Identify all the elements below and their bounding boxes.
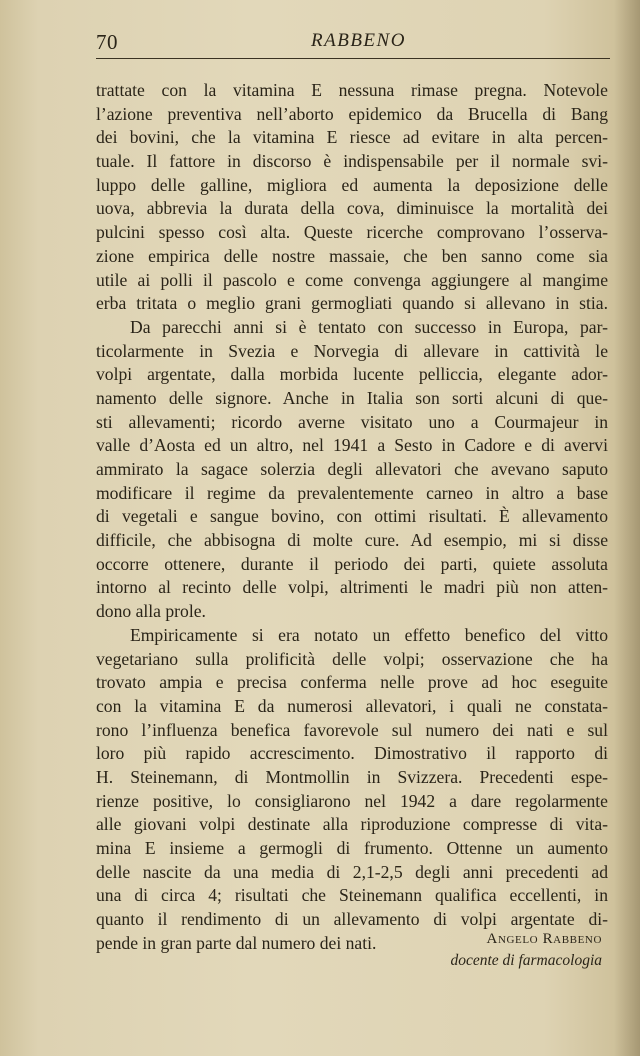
text-line: loro più rapido accrescimento. Dimostrativo il rapporto di bbox=[96, 743, 608, 764]
text-line: rono l’influenza benefica favorevole sul numero dei nati e sul bbox=[96, 719, 608, 740]
text-line: pulcini spesso così alta. Queste ricerche comprovano l’osserva- bbox=[96, 222, 608, 243]
text-line: trattate con la vitamina E nessuna rimase pregna. Notevole bbox=[96, 80, 608, 100]
text-line: valle d’Aosta ed un altro, nel 1941 a Sesto in Cadore e di avervi bbox=[96, 435, 608, 456]
body-text bbox=[96, 79, 608, 955]
text-line: ticolarmente in Svezia e Norvegia di allevare in cattività le bbox=[96, 340, 608, 361]
paragraph-start-line: Empiricamente si era notato un effetto benefico del vitto bbox=[130, 624, 608, 645]
text-line: mina E insieme a germogli di frumento. Ottenne un aumento bbox=[96, 838, 608, 858]
author-signature bbox=[382, 928, 602, 972]
header-rule bbox=[96, 58, 610, 59]
text-line: modificare il regime da prevalentemente carneo in altro a base bbox=[96, 482, 608, 503]
text-line: uova, abbrevia la durata della cova, diminuisce la mortalità dei bbox=[96, 198, 608, 219]
page-edge-shadow bbox=[614, 0, 640, 1056]
text-line: utile ai polli il pascolo e come convenga aggiungere al mangime bbox=[96, 269, 608, 290]
page-header bbox=[96, 30, 610, 58]
paragraph-end-line: pende in gran parte dal numero dei nati. bbox=[96, 932, 377, 953]
text-line: ammirato la sagace solerzia degli allevatori che avevano saputo bbox=[96, 459, 608, 479]
author-name: Angelo Rabbeno bbox=[486, 931, 602, 947]
text-line: H. Steinemann, di Montmollin in Svizzera. Precedenti espe- bbox=[96, 766, 608, 787]
text-line: una di circa 4; risultati che Steinemann qualifica eccellenti, in bbox=[96, 885, 608, 906]
text-line: tuale. Il fattore in discorso è indispensabile per il normale svi- bbox=[96, 151, 608, 172]
text-line: con la vitamina E da numerosi allevatori, i quali ne constata- bbox=[96, 695, 608, 716]
text-line: zione empirica delle nostre massaie, che ben sanno come sia bbox=[96, 245, 608, 266]
author-role: docente di farmacologia bbox=[450, 952, 602, 969]
text-line: sti allevamenti; ricordo averne visitato uno a Courmajeur in bbox=[96, 411, 608, 432]
text-line: volpi argentate, dalla morbida lucente pelliccia, elegante ador- bbox=[96, 364, 608, 385]
text-line: alle giovani volpi destinate alla riproduzione compresse di vita- bbox=[96, 814, 608, 835]
text-line: rienze positive, lo consigliarono nel 1942 a dare regolarmente bbox=[96, 790, 608, 811]
text-line: difficile, che abbisogna di molte cure. Ad esempio, mi si disse bbox=[96, 530, 608, 551]
text-line: dei bovini, che la vitamina E riesce ad evitare in alta percen- bbox=[96, 127, 608, 148]
text-line: occorre ottenere, durante il periodo dei parti, quiete assoluta bbox=[96, 553, 608, 574]
paragraph-start-line: Da parecchi anni si è tentato con successo in Europa, par- bbox=[130, 316, 608, 337]
text-line: l’azione preventiva nell’aborto epidemico da Brucella di Bang bbox=[96, 103, 608, 124]
text-line: di vegetali e sangue bovino, con ottimi risultati. È allevamento bbox=[96, 506, 608, 527]
running-title: RABBENO bbox=[311, 30, 406, 51]
text-line: quanto il rendimento di un allevamento di volpi argentate di- bbox=[96, 909, 608, 930]
text-line: vegetariano sulla prolificità delle volpi; osservazione che ha bbox=[96, 648, 608, 669]
paragraph-end-line: dono alla prole. bbox=[96, 601, 206, 622]
text-line: intorno al recinto delle volpi, altrimenti le madri più non atten- bbox=[96, 577, 608, 598]
text-line: luppo delle galline, migliora ed aumenta la deposizione delle bbox=[96, 174, 608, 195]
text-line: trovato ampia e precisa conferma nelle prove ad hoc eseguite bbox=[96, 672, 608, 693]
text-line: erba tritata o meglio grani germogliati quando si allevano in stia. bbox=[96, 293, 608, 314]
text-line: delle nascite da una media di 2,1-2,5 degli anni precedenti ad bbox=[96, 861, 608, 882]
page-number: 70 bbox=[96, 30, 118, 54]
text-line: namento delle signore. Anche in Italia son sorti alcuni di que- bbox=[96, 387, 608, 408]
